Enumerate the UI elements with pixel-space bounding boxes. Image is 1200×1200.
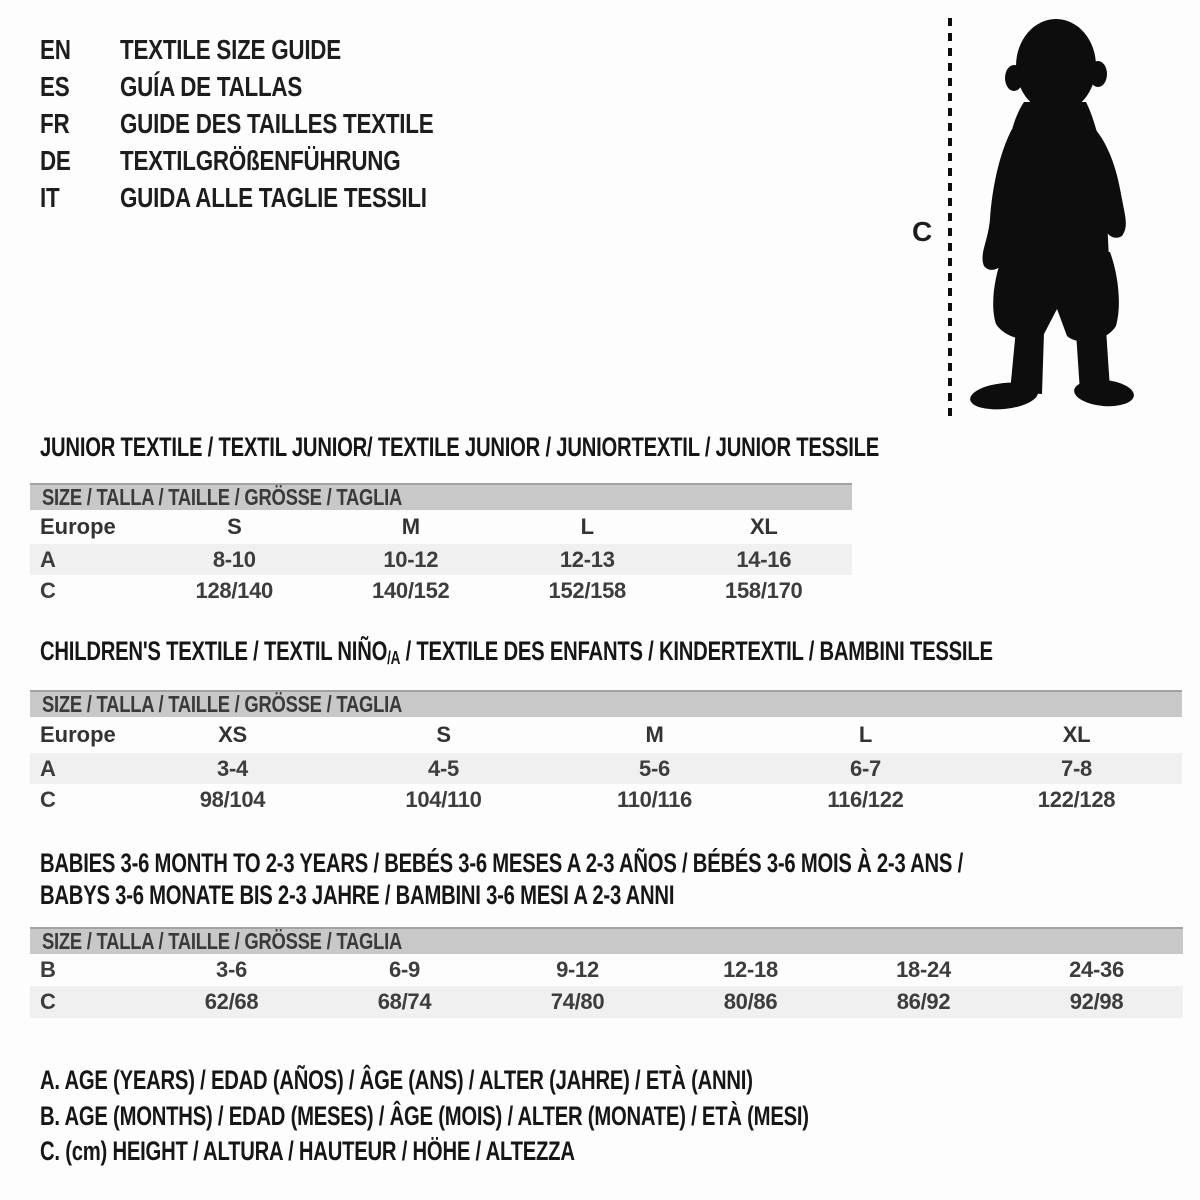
value-cell: 8-10 <box>212 546 256 572</box>
value-cell: 12-13 <box>559 546 615 572</box>
height-dashed-line <box>948 18 952 416</box>
size-cell: S <box>227 514 242 539</box>
value-cell: 98/104 <box>199 787 266 812</box>
size-cell: XS <box>218 722 247 747</box>
children-size-bar: SIZE / TALLA / TAILLE / GRÖSSE / TAGLIA <box>30 690 1182 717</box>
language-row-fr <box>40 106 512 143</box>
value-cell: 116/122 <box>827 787 904 812</box>
value-cell: 6-7 <box>850 755 881 781</box>
row-label: C <box>40 578 56 603</box>
size-cell: L <box>858 722 873 747</box>
junior-header-row <box>30 510 852 544</box>
row-label: C <box>40 787 56 812</box>
value-cell: 14-16 <box>736 546 792 572</box>
language-title: GUÍA DE TALLAS <box>120 71 303 103</box>
children-section-title: CHILDREN'S TEXTILE / TEXTIL NIÑO/A / TEXTILE DES ENFANTS / KINDERTEXTIL / BAMBINI TESSILE <box>40 636 993 668</box>
row-label: A <box>40 546 56 572</box>
size-cell: L <box>580 514 594 539</box>
size-cell: S <box>436 722 451 747</box>
value-cell: 62/68 <box>204 989 259 1014</box>
junior-age-row <box>30 544 852 575</box>
row-label: A <box>40 755 56 781</box>
children-size-table <box>30 690 1182 816</box>
language-row-it <box>40 179 512 216</box>
language-row-en <box>40 32 512 69</box>
value-cell: 12-18 <box>723 957 778 982</box>
children-height-row <box>30 784 1182 816</box>
value-cell: 140/152 <box>372 578 450 603</box>
value-cell: 122/128 <box>1037 787 1116 812</box>
value-cell: 92/98 <box>1069 989 1124 1014</box>
size-cell: XL <box>1062 722 1091 747</box>
region-label: Europe <box>40 722 116 747</box>
junior-height-row <box>30 575 852 607</box>
value-cell: 3-4 <box>217 755 248 781</box>
junior-size-table <box>30 483 852 607</box>
value-cell: 104/110 <box>405 787 482 812</box>
row-label: C <box>40 989 56 1014</box>
language-code: EN <box>40 34 71 66</box>
language-row-es <box>40 69 512 106</box>
language-title: TEXTILGRÖßENFÜHRUNG <box>120 144 401 176</box>
value-cell: 74/80 <box>550 989 605 1014</box>
value-cell: 4-5 <box>428 755 459 781</box>
legend-line-a: A. AGE (YEARS) / EDAD (AÑOS) / ÂGE (ANS) / ALTER (JAHRE) / ETÀ (ANNI) <box>40 1065 753 1095</box>
value-cell: 3-6 <box>216 957 247 982</box>
size-cell: M <box>401 514 420 539</box>
babies-height-row <box>30 986 1183 1018</box>
language-guide-list <box>40 32 512 216</box>
babies-section-title-line1: BABIES 3-6 MONTH TO 2-3 YEARS / BEBÉS 3-6 MESES A 2-3 AÑOS / BÉBÉS 3-6 MOIS À 2-3 ANS / <box>40 848 964 878</box>
legend-line-c: C. (cm) HEIGHT / ALTURA / HAUTEUR / HÖHE / ALTEZZA <box>40 1136 575 1166</box>
value-cell: 152/158 <box>548 578 626 603</box>
value-cell: 158/170 <box>725 578 803 603</box>
babies-size-bar: SIZE / TALLA / TAILLE / GRÖSSE / TAGLIA <box>30 927 1183 954</box>
value-cell: 5-6 <box>639 755 670 781</box>
value-cell: 6-9 <box>389 957 420 982</box>
value-cell: 80/86 <box>723 989 778 1014</box>
height-measure-label: C <box>912 216 933 247</box>
language-title: GUIDE DES TAILLES TEXTILE <box>120 107 434 139</box>
value-cell: 68/74 <box>377 989 432 1014</box>
legend-line-b: B. AGE (MONTHS) / EDAD (MESES) / ÂGE (MOIS) / ALTER (MONATE) / ETÀ (MESI) <box>40 1101 809 1131</box>
language-code: FR <box>40 107 70 139</box>
value-cell: 86/92 <box>896 989 951 1014</box>
language-title: TEXTILE SIZE GUIDE <box>120 34 341 66</box>
value-cell: 110/116 <box>617 787 692 812</box>
value-cell: 7-8 <box>1061 755 1092 781</box>
row-label: B <box>40 957 56 982</box>
value-cell: 18-24 <box>896 957 951 982</box>
language-row-de <box>40 142 512 179</box>
junior-size-bar: SIZE / TALLA / TAILLE / GRÖSSE / TAGLIA <box>30 483 852 510</box>
value-cell: 10-12 <box>383 546 439 572</box>
children-age-row <box>30 753 1182 784</box>
value-cell: 128/140 <box>195 578 273 603</box>
language-code: IT <box>40 181 60 213</box>
junior-section-title: JUNIOR TEXTILE / TEXTIL JUNIOR/ TEXTILE JUNIOR / JUNIORTEXTIL / JUNIOR TESSILE <box>40 432 880 462</box>
size-cell: XL <box>749 514 778 539</box>
babies-size-table <box>30 927 1183 1018</box>
size-cell: M <box>645 722 664 747</box>
value-cell: 24-36 <box>1069 957 1124 982</box>
baby-silhouette-icon <box>963 14 1135 414</box>
children-header-row <box>30 717 1182 753</box>
language-title: GUIDA ALLE TAGLIE TESSILI <box>120 181 427 213</box>
region-label: Europe <box>40 514 116 539</box>
language-code: ES <box>40 71 70 103</box>
language-code: DE <box>40 144 71 176</box>
value-cell: 9-12 <box>556 957 599 982</box>
babies-section-title-line2: BABYS 3-6 MONATE BIS 2-3 JAHRE / BAMBINI 3-6 MESI A 2-3 ANNI <box>40 880 675 910</box>
babies-months-row <box>30 954 1183 986</box>
